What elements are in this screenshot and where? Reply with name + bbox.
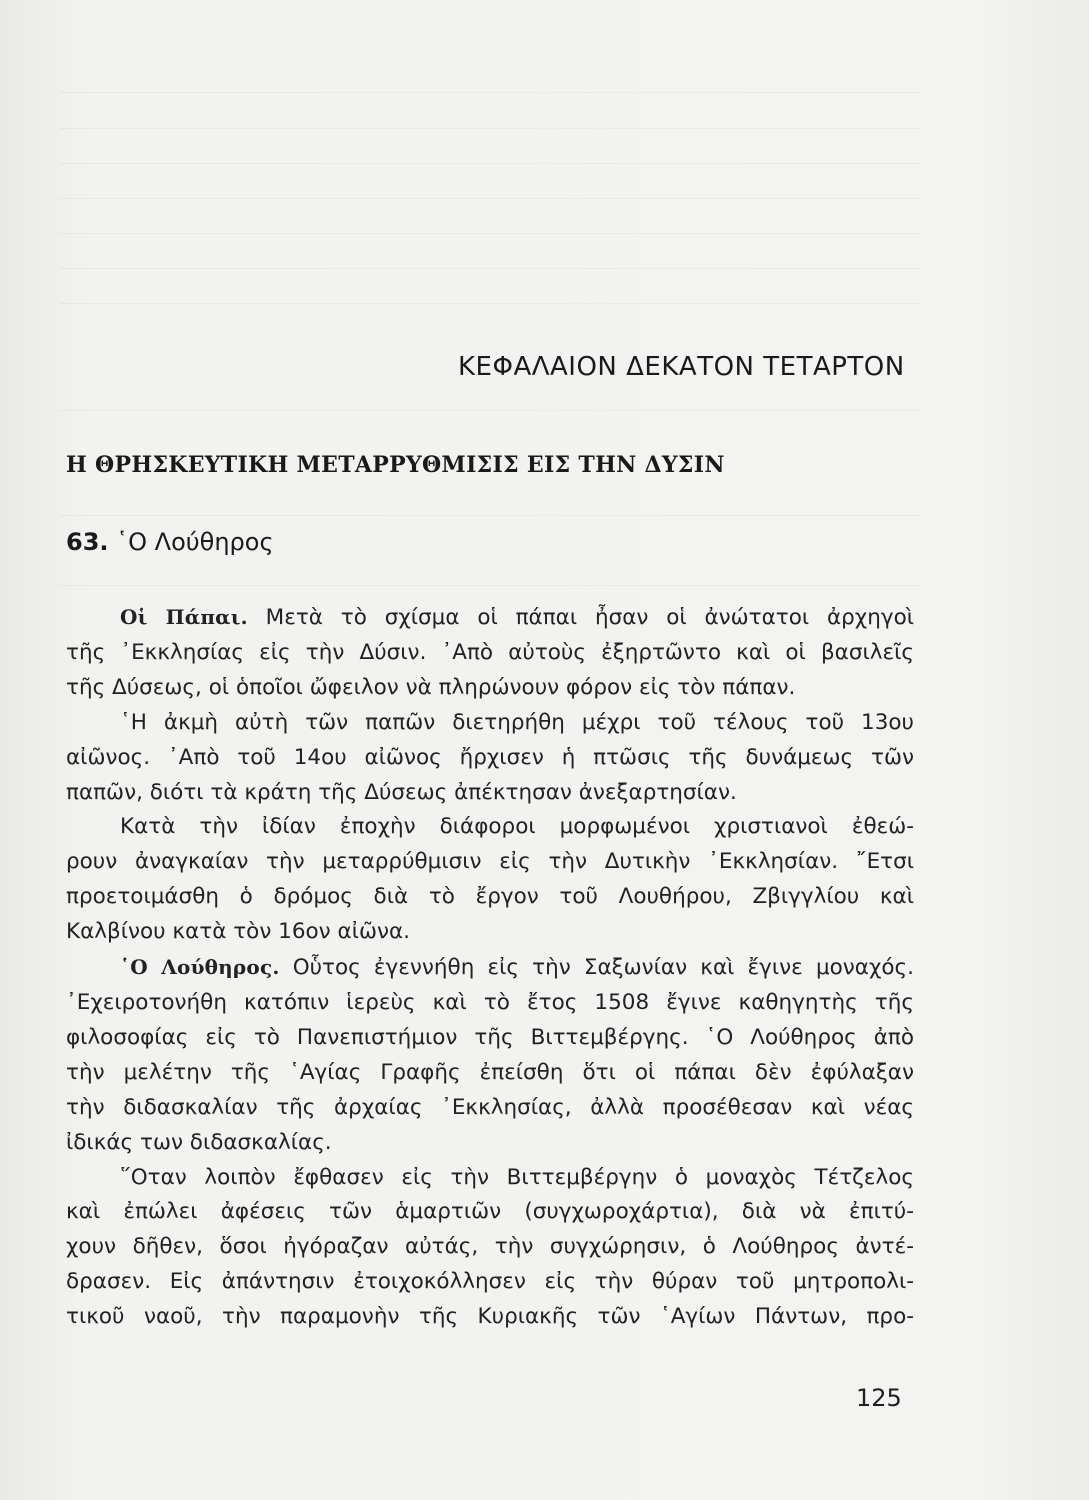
subsection-number: 63.	[66, 528, 109, 556]
show-through-line	[60, 410, 920, 411]
text-line: ἰδικάς των διδασκαλίας.	[66, 1129, 332, 1155]
show-through-line	[60, 303, 920, 304]
show-through-line	[60, 268, 920, 269]
text-line: τὴν διδασκαλίαν τῆς ἀρχαίας ᾿Εκκλησίας, ἀλλὰ προσέθεσαν καὶ νέας	[66, 1094, 914, 1120]
section-title: Η ΘΡΗΣΚΕΥΤΙΚΗ ΜΕΤΑΡΡΥΘΜΙΣΙΣ ΕΙΣ ΤΗΝ ΔΥΣΙΝ	[66, 452, 725, 478]
text-line: αἰῶνος. ᾿Απὸ τοῦ 14ου αἰῶνος ἤρχισεν ἡ πτῶσις τῆς δυνάμεως τῶν	[66, 744, 914, 770]
show-through-line	[60, 585, 920, 586]
text-line: προετοιμάσθη ὁ δρόμος διὰ τὸ ἔργον τοῦ Λουθήρου, Ζβιγγλίου καὶ	[66, 884, 914, 910]
paragraph-lead: Οἱ Πάπαι.	[120, 605, 248, 629]
chapter-title: ΚΕΦΑΛΑΙΟΝ ΔΕΚΑΤΟΝ ΤΕΤΑΡΤΟΝ	[458, 352, 905, 382]
text-line: Καλβίνου κατὰ τὸν 16ον αἰῶνα.	[66, 919, 410, 945]
text-line	[66, 950, 914, 986]
text-line: καὶ ἐπώλει ἀφέσεις τῶν ἁμαρτιῶν (συγχωροχάρτια), διὰ νὰ ἐπιτύ-	[66, 1199, 914, 1225]
text-line: δρασεν. Εἰς ἀπάντησιν ἐτοιχοκόλλησεν εἰς τὴν θύραν τοῦ μητροπολι-	[66, 1269, 914, 1295]
text-line: τὴν μελέτην τῆς ῾Αγίας Γραφῆς ἐπείσθη ὅτι οἱ πάπαι δὲν ἐφύλαξαν	[66, 1059, 914, 1085]
text-line-content: Μετὰ τὸ σχίσμα οἱ πάπαι ἦσαν οἱ ἀνώτατοι ἀρχηγοὶ	[265, 605, 914, 630]
text-line: ρουν ἀναγκαίαν τὴν μεταρρύθμισιν εἰς τὴν Δυτικὴν ᾿Εκκλησίαν. ῎Ετσι	[66, 849, 914, 875]
show-through-line	[60, 163, 920, 164]
subsection-title: ῾Ο Λούθηρος	[116, 528, 274, 556]
paragraph-lead: ῾Ο Λούθηρος.	[120, 955, 280, 980]
show-through-line	[60, 515, 920, 516]
page-number: 125	[856, 1384, 902, 1412]
text-line: τῆς Δύσεως, οἱ ὁποῖοι ὤφειλον νὰ πληρώνουν φόρον εἰς τὸν πάπαν.	[66, 674, 796, 700]
show-through-line	[60, 233, 920, 234]
text-line: ᾿Εχειροτονήθη κατόπιν ἱερεὺς καὶ τὸ ἔτος 1508 ἔγινε καθηγητὴς τῆς	[66, 989, 914, 1015]
show-through-line	[60, 198, 920, 199]
text-line-content: Οὗτος ἐγεννήθη εἰς τὴν Σαξωνίαν καὶ ἔγινε μοναχός.	[292, 955, 914, 981]
text-line: τικοῦ ναοῦ, τὴν παραμονὴν τῆς Κυριακῆς τῶν ῾Αγίων Πάντων, προ-	[66, 1304, 914, 1330]
text-line: χουν δῆθεν, ὅσοι ἠγόραζαν αὐτάς, τὴν συγχώρησιν, ὁ Λούθηρος ἀντέ-	[66, 1234, 914, 1260]
show-through-line	[60, 128, 920, 129]
text-line: Κατὰ τὴν ἰδίαν ἐποχὴν διάφοροι μορφωμένοι χριστιανοὶ ἐθεώ-	[120, 814, 914, 840]
text-line	[66, 600, 914, 636]
text-line: τῆς ᾿Εκκλησίας εἰς τὴν Δύσιν. ᾿Απὸ αὐτοὺς ἐξηρτῶντο καὶ οἱ βασιλεῖς	[66, 639, 914, 665]
subsection-heading	[66, 528, 274, 556]
text-line: ῞Οταν λοιπὸν ἔφθασεν εἰς τὴν Βιττεμβέργην ὁ μοναχὸς Τέτζελος	[120, 1164, 914, 1190]
text-line: φιλοσοφίας εἰς τὸ Πανεπιστήμιον τῆς Βιττεμβέργης. ῾Ο Λούθηρος ἀπὸ	[66, 1024, 914, 1050]
text-line: παπῶν, διότι τὰ κράτη τῆς Δύσεως ἀπέκτησαν ἀνεξαρτησίαν.	[66, 779, 737, 805]
body-text	[66, 600, 914, 1335]
text-line: ῾Η ἀκμὴ αὐτὴ τῶν παπῶν διετηρήθη μέχρι τοῦ τέλους τοῦ 13ου	[120, 709, 914, 735]
show-through-line	[60, 92, 920, 93]
